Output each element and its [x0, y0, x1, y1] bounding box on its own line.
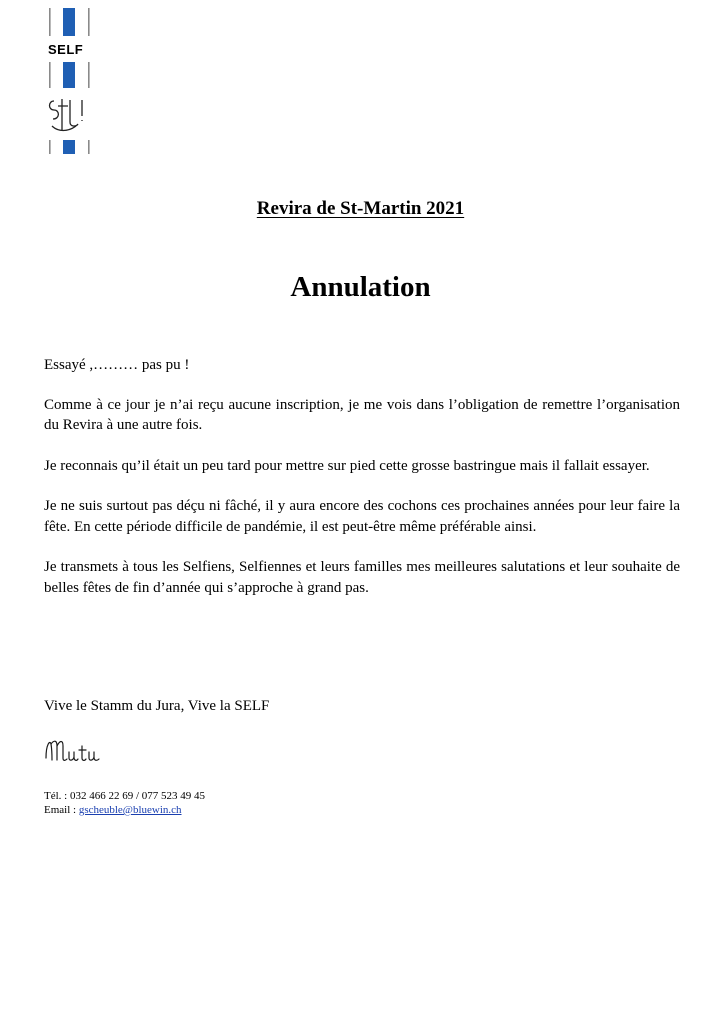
contact-email-link[interactable]: gscheuble@bluewin.ch [78, 804, 182, 816]
contact-phone: Tél. : 032 466 22 69 / 077 523 49 45 [44, 790, 206, 802]
logo-brand-text: SELF [48, 42, 84, 57]
closing-line: Vive le Stamm du Jura, Vive la SELF [44, 698, 270, 714]
contact-email-row [44, 803, 205, 817]
signature-image [42, 734, 112, 768]
paragraph-greetings: Je transmets à tous les Selfiens, Selfiennes et leurs familles mes meilleures salutations et leur souhaite de belles fêtes de fin d’année qui s’approche à grand pas. [44, 559, 680, 596]
letter-body [44, 355, 680, 618]
paragraph-intro: Essayé ,……… pas pu ! [44, 357, 190, 373]
paragraph-late: Je reconnais qu’il était un peu tard pour mettre sur pied cette grosse bastringue mais il fallait essayer. [44, 457, 650, 474]
document-title: Annulation [290, 271, 431, 303]
paragraph-cancellation: Comme à ce jour je n’ai reçu aucune inscription, je me vois dans l’obligation de remettre l’organisation du Revira à une autre fois. [44, 396, 680, 433]
logo-graphic [44, 6, 104, 156]
self-logo [44, 6, 104, 156]
monogram-icon [50, 99, 83, 131]
document-subtitle: Revira de St-Martin 2021 [256, 198, 465, 219]
contact-email-label: Email : [44, 804, 79, 816]
paragraph-pandemic: Je ne suis surtout pas déçu ni fâché, il y aura encore des cochons ces prochaines années pour leur faire la fête. En cette période difficile de pandémie, il est peut-être même préférable ainsi. [44, 498, 680, 535]
contact-info [44, 789, 205, 817]
